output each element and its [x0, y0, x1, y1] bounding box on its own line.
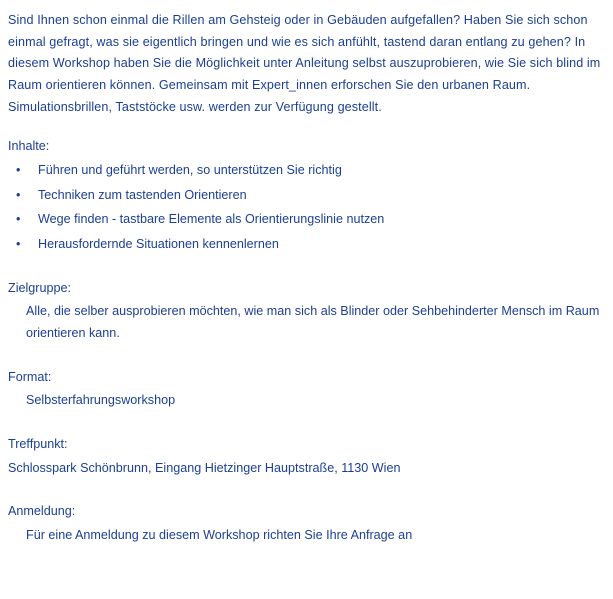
- list-item-label: Führen und geführt werden, so unterstützen Sie richtig: [38, 162, 342, 177]
- bullet-icon: •: [16, 162, 21, 177]
- bullet-icon: •: [16, 187, 21, 202]
- list-item-label: Techniken zum tastenden Orientieren: [38, 187, 247, 202]
- treffpunkt-title: Treffpunkt:: [8, 436, 68, 451]
- zielgruppe-text: Alle, die selber ausprobieren möchten, wie man sich als Blinder oder Sehbehinderter Mensch im Raum orientieren kann.: [26, 304, 600, 340]
- anmeldung-title: Anmeldung:: [8, 504, 76, 519]
- format-text: Selbsterfahrungsworkshop: [26, 393, 176, 408]
- section-zielgruppe: [8, 278, 601, 345]
- bullet-icon: •: [16, 212, 21, 227]
- list-item: [8, 160, 601, 182]
- section-inhalte: [8, 136, 601, 255]
- list-item: [8, 185, 601, 207]
- list-item-label: Herausfordernde Situationen kennenlernen: [38, 236, 279, 251]
- section-format: [8, 367, 601, 412]
- list-item-label: Wege finden - tastbare Elemente als Orientierungslinie nutzen: [38, 212, 385, 227]
- inhalte-title: Inhalte:: [8, 139, 50, 154]
- anmeldung-text: Für eine Anmeldung zu diesem Workshop richten Sie Ihre Anfrage an: [26, 527, 413, 542]
- list-item: [8, 234, 601, 256]
- section-treffpunkt: [8, 434, 601, 479]
- treffpunkt-text: Schlosspark Schönbrunn, Eingang Hietzinger Hauptstraße, 1130 Wien: [8, 460, 401, 475]
- list-item: [8, 209, 601, 231]
- section-anmeldung: [8, 501, 601, 546]
- zielgruppe-title: Zielgruppe:: [8, 280, 72, 295]
- intro-paragraph: Sind Ihnen schon einmal die Rillen am Gehsteig oder in Gebäuden aufgefallen? Haben Sie sich schon einmal gefragt, was sie eigentlich bringen und wie es sich anfühlt, tastend daran entlang zu gehen? In diesem Workshop haben Sie die Möglichkeit unter Anleitung selbst auszuprobieren, wie Sie sich blind im Raum orientieren können. Gemeinsam mit Expert_innen erforschen Sie den urbanen Raum. Simulationsbrillen, Taststöcke usw. werden zur Verfügung gestellt.: [8, 13, 601, 114]
- bullet-icon: •: [16, 236, 21, 251]
- format-title: Format:: [8, 369, 52, 384]
- inhalte-list: [8, 160, 601, 256]
